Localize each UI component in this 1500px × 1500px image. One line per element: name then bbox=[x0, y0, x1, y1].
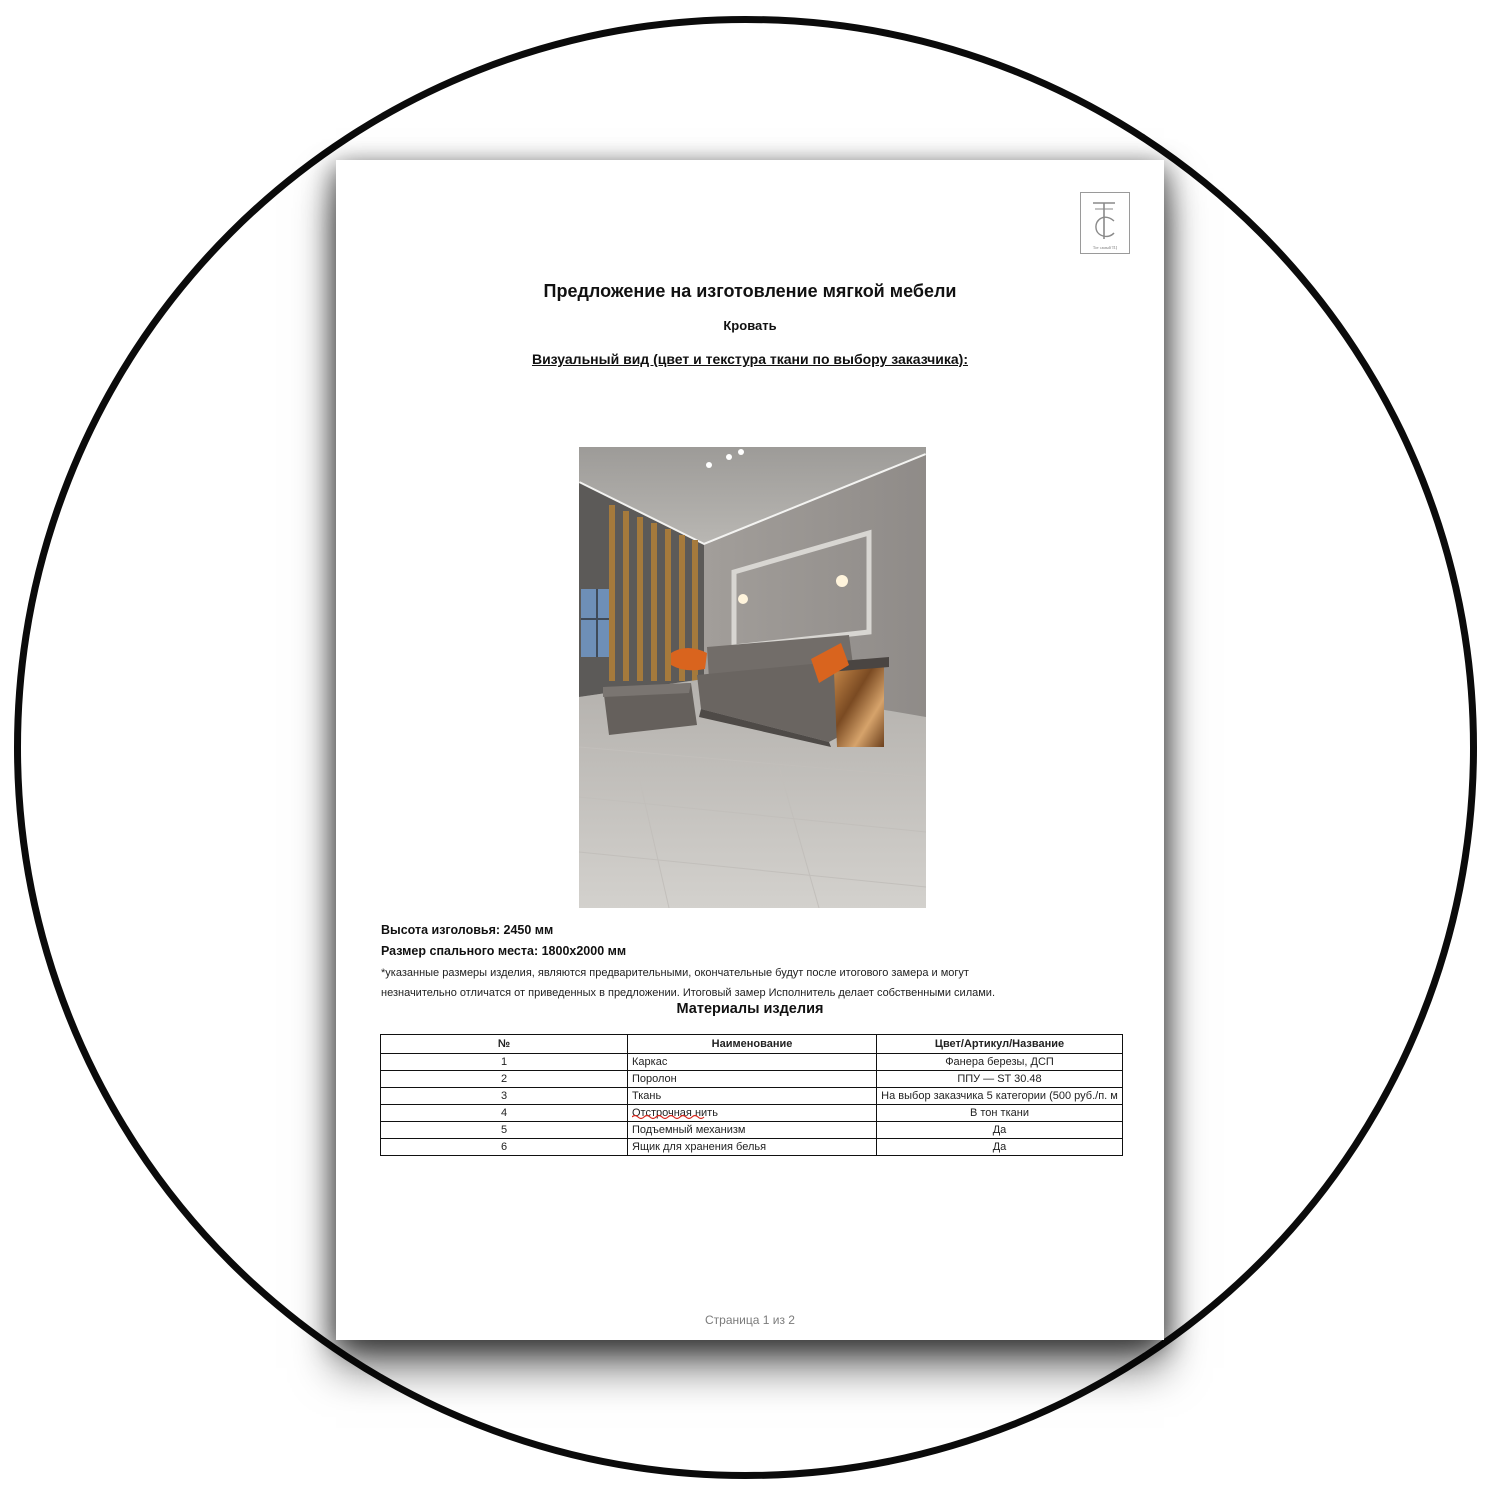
materials-table bbox=[380, 1034, 1123, 1156]
table-row bbox=[381, 1088, 1123, 1105]
document-title: Предложение на изготовление мягкой мебели bbox=[543, 281, 957, 301]
row-number: 4 bbox=[381, 1105, 628, 1122]
row-name: Каркас bbox=[628, 1054, 877, 1071]
header-value: Цвет/Артикул/Название bbox=[877, 1035, 1123, 1054]
sofa-photo bbox=[579, 447, 926, 908]
logo-caption: Тот самый ТЦ bbox=[1092, 245, 1118, 250]
row-number: 5 bbox=[381, 1122, 628, 1139]
row-value: На выбор заказчика 5 категории (500 руб./п. м bbox=[877, 1088, 1123, 1105]
spellcheck-text bbox=[632, 1107, 718, 1119]
note-line-1: *указанные размеры изделия, являются предварительными, окончательные будут после итогового замера и могут bbox=[381, 967, 969, 979]
monogram-logo-icon bbox=[1081, 193, 1129, 253]
row-name: Поролон bbox=[628, 1071, 877, 1088]
row-value: ППУ — ST 30.48 bbox=[877, 1071, 1123, 1088]
row-name: Ткань bbox=[628, 1088, 877, 1105]
row-name-cell bbox=[628, 1105, 877, 1122]
spellcheck-underline-icon bbox=[632, 1114, 706, 1120]
row-value: Фанера березы, ДСП bbox=[877, 1054, 1123, 1071]
row-value: Да bbox=[877, 1122, 1123, 1139]
header-number: № bbox=[381, 1035, 628, 1054]
dimensions-note bbox=[381, 963, 1121, 1003]
document-subtitle: Кровать bbox=[723, 318, 777, 333]
company-logo bbox=[1080, 192, 1130, 254]
table-header-row bbox=[381, 1035, 1123, 1054]
table-row bbox=[381, 1122, 1123, 1139]
table-row bbox=[381, 1071, 1123, 1088]
spec-headboard-height: Высота изголовья: 2450 мм bbox=[381, 923, 554, 937]
header-name: Наименование bbox=[628, 1035, 877, 1054]
row-value: В тон ткани bbox=[877, 1105, 1123, 1122]
row-name: Ящик для хранения белья bbox=[628, 1139, 877, 1156]
row-name: Отстрочная нить bbox=[632, 1107, 718, 1119]
row-number: 1 bbox=[381, 1054, 628, 1071]
row-value: Да bbox=[877, 1139, 1123, 1156]
spec-sleeping-size: Размер спального места: 1800х2000 мм bbox=[381, 944, 627, 958]
page-footer: Страница 1 из 2 bbox=[705, 1313, 795, 1327]
materials-title: Материалы изделия bbox=[676, 1001, 824, 1017]
table-row bbox=[381, 1139, 1123, 1156]
row-name: Подъемный механизм bbox=[628, 1122, 877, 1139]
note-line-2: незначительно отличатся от приведенных в предложении. Итоговый замер Исполнитель делает собственными силами. bbox=[381, 987, 995, 999]
visual-caption: Визуальный вид (цвет и текстура ткани по выбору заказчика): bbox=[531, 351, 969, 367]
table-row bbox=[381, 1054, 1123, 1071]
row-number: 3 bbox=[381, 1088, 628, 1105]
table-row bbox=[381, 1105, 1123, 1122]
row-number: 2 bbox=[381, 1071, 628, 1088]
row-number: 6 bbox=[381, 1139, 628, 1156]
document-page bbox=[336, 160, 1164, 1340]
